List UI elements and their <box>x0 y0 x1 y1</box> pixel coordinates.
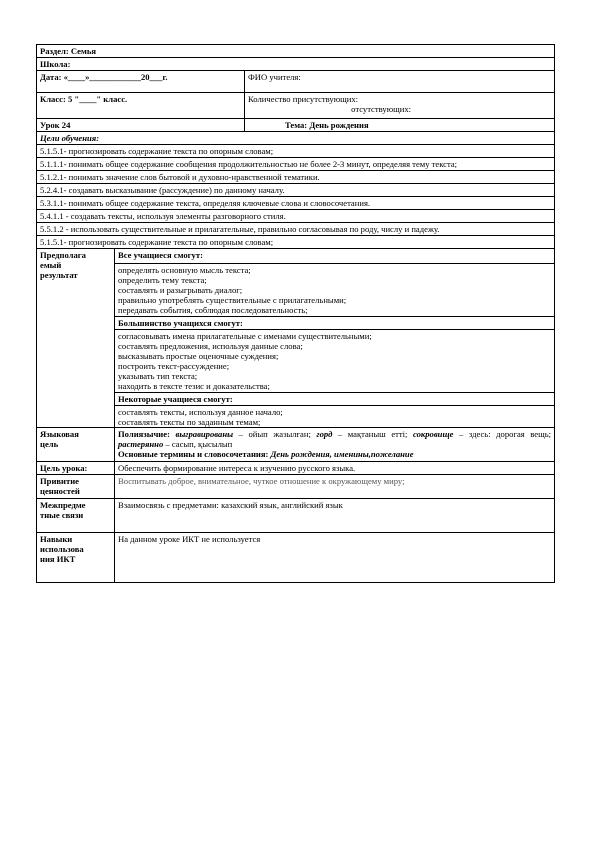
goal-item: 5.1.2.1- понимать значение слов бытовой и духовно-нравственной тематики. <box>37 171 555 184</box>
expected-label-line: Предполага <box>40 250 86 260</box>
goal-item: 5.1.5.1- прогнозировать содержание текста по опорным словам; <box>37 236 555 249</box>
class-row <box>37 93 555 119</box>
ict-row <box>37 533 555 583</box>
goal-item: 5.3.1.1- понимать общее содержание текста, определяя ключевые слова и словосочетания. <box>37 197 555 210</box>
ict-label-line: Навыки <box>40 534 73 544</box>
expected-results-row <box>37 249 555 428</box>
polylingual-label: Полиязычие: <box>118 429 170 439</box>
expected-label <box>37 249 115 428</box>
lesson-goal: Обеспечить формирование интереса к изучению русского языка. <box>115 462 555 475</box>
list-item: составлять тексты по заданным темам; <box>118 417 261 427</box>
school-cell: Школа: <box>37 58 555 71</box>
vocab-word: горд <box>316 429 333 439</box>
all-students-list <box>115 263 554 316</box>
values-label-line: ценностей <box>40 486 80 496</box>
language-label-line: Языковая <box>40 429 79 439</box>
goal-item: 5.1.5.1- прогнозировать содержание текста по опорным словам; <box>37 145 555 158</box>
vocab-translation: – здесь: дорогая вещь; <box>453 429 552 439</box>
terms-list: День рождения, именины,пожелание <box>268 449 414 459</box>
expected-label-line: результат <box>40 270 78 280</box>
class-cell: Класс: 5 "____" класс. <box>37 93 245 119</box>
goals-header: Цели обучения: <box>37 132 555 145</box>
vocab-word: растерянно <box>118 439 164 449</box>
goal-item: 5.4.1.1 - создавать тексты, используя элементы разговорного стиля. <box>37 210 555 223</box>
most-students-header: Большинство учащихся смогут: <box>115 316 554 329</box>
lesson-topic: Тема: День рождения <box>245 119 555 132</box>
teacher-cell: ФИО учителя: <box>245 71 555 93</box>
values-label <box>37 475 115 499</box>
attendance-cell <box>245 93 555 119</box>
list-item: построить текст-рассуждение; <box>118 361 230 371</box>
some-students-header: Некоторые учащиеся смогут: <box>115 392 554 405</box>
list-item: определять основную мысль текста; <box>118 265 251 275</box>
list-item: согласовывать имена прилагательные с именами существительными; <box>118 331 372 341</box>
language-label-line: цель <box>40 439 59 449</box>
goal-row <box>37 223 555 236</box>
vocab-translation: – сасып, қысылып <box>163 439 233 449</box>
vocab-translation: – ойып жазылған; <box>233 429 317 439</box>
goal-row <box>37 145 555 158</box>
ict-label <box>37 533 115 583</box>
list-item: определить тему текста; <box>118 275 207 285</box>
interdisc-text: Взаимосвязь с предметами: казахский язык, английский язык <box>115 499 555 533</box>
lesson-goal-label: Цель урока: <box>37 462 115 475</box>
date-cell: Дата: «____»____________20___г. <box>37 71 245 93</box>
goal-item: 5.5.1.2 - использовать существительные и прилагательные, правильно согласовывая по роду, числу и падежу. <box>37 223 555 236</box>
some-students-list <box>115 405 554 427</box>
list-item: высказывать простые оценочные суждения; <box>118 351 279 361</box>
list-item: правильно употреблять существительные с прилагательными; <box>118 295 347 305</box>
section-row <box>37 45 555 58</box>
lesson-row <box>37 119 555 132</box>
date-row <box>37 71 555 93</box>
list-item: составлять предложения, используя данные слова; <box>118 341 303 351</box>
language-goal-row <box>37 428 555 462</box>
ict-label-line: использова <box>40 544 84 554</box>
goal-item: 5.2.4.1- создавать высказывание (рассуждение) по данному началу. <box>37 184 555 197</box>
vocab-word: выгравированы <box>175 429 234 439</box>
language-label <box>37 428 115 462</box>
terms-text <box>118 449 551 459</box>
ict-text: На данном уроке ИКТ не используется <box>115 533 555 583</box>
goal-row <box>37 184 555 197</box>
list-item: находить в тексте тезис и доказательства; <box>118 381 270 391</box>
interdisc-label-line: тные связи <box>40 510 84 520</box>
goal-row <box>37 158 555 171</box>
goal-row <box>37 197 555 210</box>
attendance-present: Количество присутствующих: <box>248 94 359 104</box>
school-row <box>37 58 555 71</box>
attendance-absent: отсутствующих: <box>351 104 412 114</box>
values-row <box>37 475 555 499</box>
goal-item: 5.1.1.1- понимать общее содержание сообщения продолжительностью не более 2-3 минут, определяя тему текста; <box>37 158 555 171</box>
expected-label-line: емый <box>40 260 62 270</box>
vocab-word: сокровище <box>413 429 454 439</box>
interdisc-label <box>37 499 115 533</box>
list-item: составлять и разыгрывать диалог; <box>118 285 243 295</box>
values-text: Воспитывать доброе, внимательное, чуткое отношение к окружающему миру; <box>115 475 555 499</box>
all-students-header: Все учащиеся смогут: <box>118 250 203 260</box>
most-students-list <box>115 329 554 392</box>
goal-row <box>37 210 555 223</box>
interdisc-label-line: Межпредме <box>40 500 86 510</box>
terms-label: Основные термины и словосочетания: <box>118 449 269 459</box>
section-cell: Раздел: Семья <box>37 45 555 58</box>
goal-row <box>37 236 555 249</box>
ict-label-line: ния ИКТ <box>40 554 76 564</box>
vocab-translation: – мақтаныш етті; <box>332 429 413 439</box>
list-item: составлять тексты, используя данное начало; <box>118 407 283 417</box>
lesson-plan-table <box>36 44 555 583</box>
language-goal <box>115 428 555 462</box>
lesson-goal-row <box>37 462 555 475</box>
polylingual-text <box>118 429 551 449</box>
list-item: указывать тип текста; <box>118 371 198 381</box>
lesson-number: Урок 24 <box>37 119 245 132</box>
goals-header-row <box>37 132 555 145</box>
interdisciplinary-row <box>37 499 555 533</box>
values-label-line: Привитие <box>40 476 79 486</box>
list-item: передавать события, соблюдая последовательность; <box>118 305 308 315</box>
goal-row <box>37 171 555 184</box>
expected-results <box>115 249 555 428</box>
